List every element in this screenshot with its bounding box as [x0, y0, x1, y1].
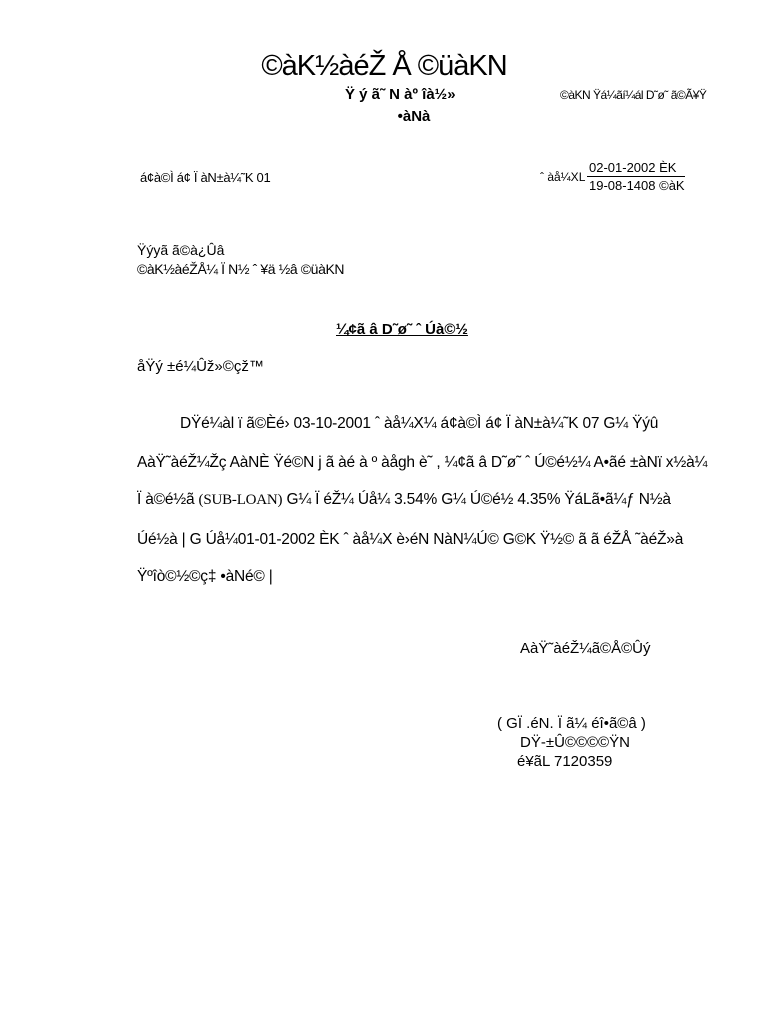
body-line-1: DŸé¼àl ï ã©Èé› 03-10-2001 ˆ àå¼X¼ á¢à©Ì á¢ Ï àN±à¼˜K 07 G¼ Ÿýû: [180, 415, 659, 432]
date-gregorian: 02-01-2002 ÈK: [587, 160, 685, 177]
body-line-3-start: Ï à©é½ã: [137, 491, 199, 508]
date-block: [587, 160, 685, 193]
letterhead-subtitle-second: •àNà: [397, 108, 431, 125]
body-line-3: [137, 491, 671, 509]
signatory-phone: é¥ãL 7120359: [517, 753, 613, 770]
salutation: åŸý ±é¼Ûž»©çž™: [137, 358, 264, 375]
body-line-4: Úé½à | G Úå¼01-01-2002 ÈK ˆ àå¼X è›éN NàN¼Ú© G©K Ÿ½© ã ã éŽÅ ˜àéŽ»à: [137, 531, 684, 548]
recipient-line-1: Ÿýyã ã©à¿Ûâ: [137, 242, 225, 258]
recipient-line-2: ©àK½àéŽÅ¼ Ï N½ ˆ ¥ä ½â ©üàKN: [137, 261, 345, 277]
body-line-5: Ÿºîò©½©ç‡ •àNé© |: [137, 568, 273, 585]
signatory-name: ( GÏ .éN. Ï ã¼ éî•ã©â ): [497, 715, 646, 732]
date-hijri: 19-08-1408 ©àK: [589, 178, 685, 193]
subject-line: ¼¢ã â D˜ø˜ ˆ Úà©½: [336, 321, 468, 338]
body-line-3-end: G¼ Ï éŽ¼ Úå¼ 3.54% G¼ Ú©é½ 4.35% ŸáLã•ã¼ƒ N½à: [282, 491, 671, 508]
letterhead-subtitle-right: ©àKN Ÿá¼ãí¼ál D˜ø˜ ã©Ã¥Ÿ: [560, 88, 707, 102]
reference-number: á¢à©Ì á¢ Ï àN±à¼˜K 01: [140, 170, 271, 185]
body-line-2: AàŸ˜àéŽ¼Žç AàNÈ Ÿé©N j ã àé à º àågh è˜ , ¼¢ã â D˜ø˜ ˆ Ú©é½¼ A•ãé ±àNï x½à¼: [137, 454, 708, 471]
closing-line: AàŸ˜àéŽ¼ã©Å©Ûý: [520, 640, 651, 657]
signatory-designation: DŸ-±Û©©©©ŸN: [520, 734, 630, 751]
sub-loan-term: (SUB-LOAN): [198, 492, 283, 508]
date-label: ˆ àå¼XL: [540, 170, 586, 184]
letterhead-title: ©àK½àéŽ Å ©üàKN: [261, 50, 507, 82]
letterhead-subtitle: Ÿ ý ã˜ N àº îà½»: [345, 86, 456, 103]
